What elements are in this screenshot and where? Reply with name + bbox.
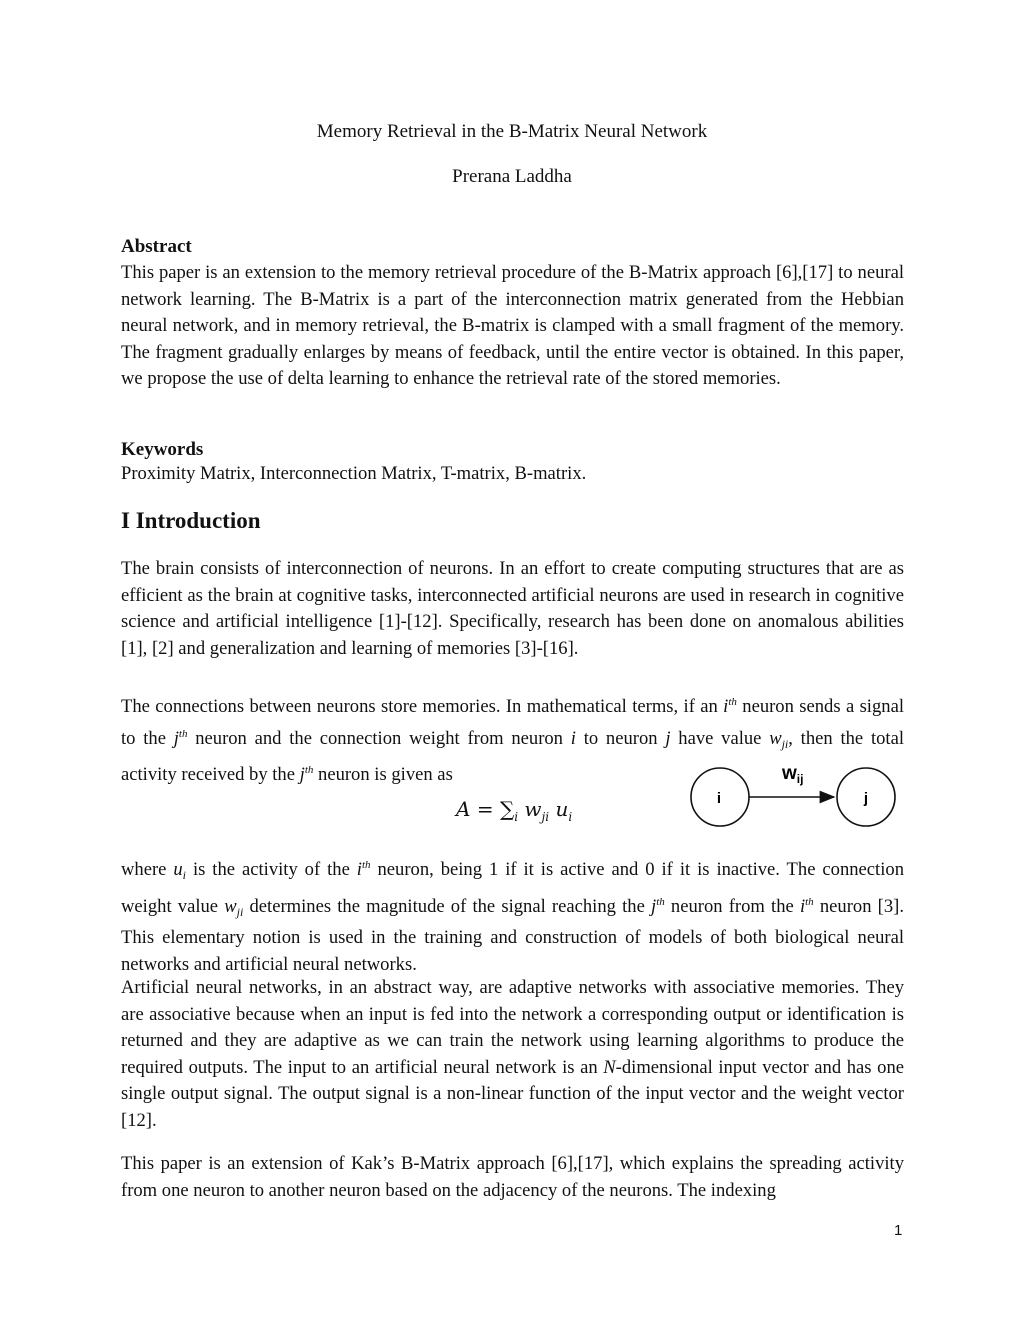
neuron-j-label: j [863,790,869,807]
weight-label: $w_{ij}$ [782,763,804,786]
intro-paragraph-3: where $u_i$ is the activity of the $i^{th}$ neuron, being 1 if it is active and 0 if it is inactive. The connection weight value $w_{ji}$ determines the magnitude of the signal reaching the $j^{th}$ neuron from the $i^{th}$ neuron [3]. This elementary notion is used in the training and construction of models of both biological neural networks and artificial neural networks. [121,859,904,975]
intro-paragraph-4: Artificial neural networks, in an abstract way, are adaptive networks with associative memories. They are associative because when an input is fed into the network a corresponding output or identification is returned and they are adaptive as we can train the network using learning algorithms to produce the required outputs. The input to an artificial neural network is an N-dimensional input vector and has one single output signal. The output signal is a non-linear function of the input vector and the weight vector [12]. [121,977,904,1131]
neuron-i-label: i [716,790,722,807]
neuron-connection-diagram [690,755,910,830]
intro-paragraph-2: The connections between neurons store memories. In mathematical terms, if an $i^{th}$ neuron sends a signal to the $j^{th}$ neuron and the connection weight from neuron i to neuron j have value $w_{ji}$, then the total activity received by the $j^{th}$ neuron is given as [121,696,904,785]
intro-paragraph-5: This paper is an extension of Kak’s B-Matrix approach [6],[17], which explains the spreading activity from one neuron to another neuron based on the adjacency of the neurons. The indexing [121,1153,904,1201]
section-heading-introduction: I Introduction [121,508,261,533]
page-number: 1 [894,1222,903,1239]
activity-formula: $A = \sum_i$ $w_{ji}$ $u_i$ [456,797,573,824]
keywords-heading: Keywords [121,439,204,460]
paper-title: Memory Retrieval in the B-Matrix Neural Network [316,121,708,142]
abstract-text: This paper is an extension to the memory retrieval procedure of the B-Matrix approach [6],[17] to neural network learning. The B-Matrix is a part of the interconnection matrix generated from the Hebbian neural network, and in memory retrieval, the B-matrix is clamped with a small fragment of the memory. The fragment gradually enlarges by means of feedback, until the entire vector is obtained. In this paper, we propose the use of delta learning to enhance the retrieval rate of the stored memories. [121,262,904,389]
paper-author: Prerana Laddha [452,166,572,187]
intro-paragraph-1: The brain consists of interconnection of neurons. In an effort to create computing structures that are as efficient as the brain at cognitive tasks, interconnected artificial neurons are used in research in cognitive science and artificial intelligence [1]-[12]. Specifically, research has been done on anomalous abilities [1], [2] and generalization and learning of memories [3]-[16]. [121,558,904,659]
keywords-text: Proximity Matrix, Interconnection Matrix, T-matrix, B-matrix. [121,463,587,484]
abstract-heading: Abstract [121,236,192,257]
